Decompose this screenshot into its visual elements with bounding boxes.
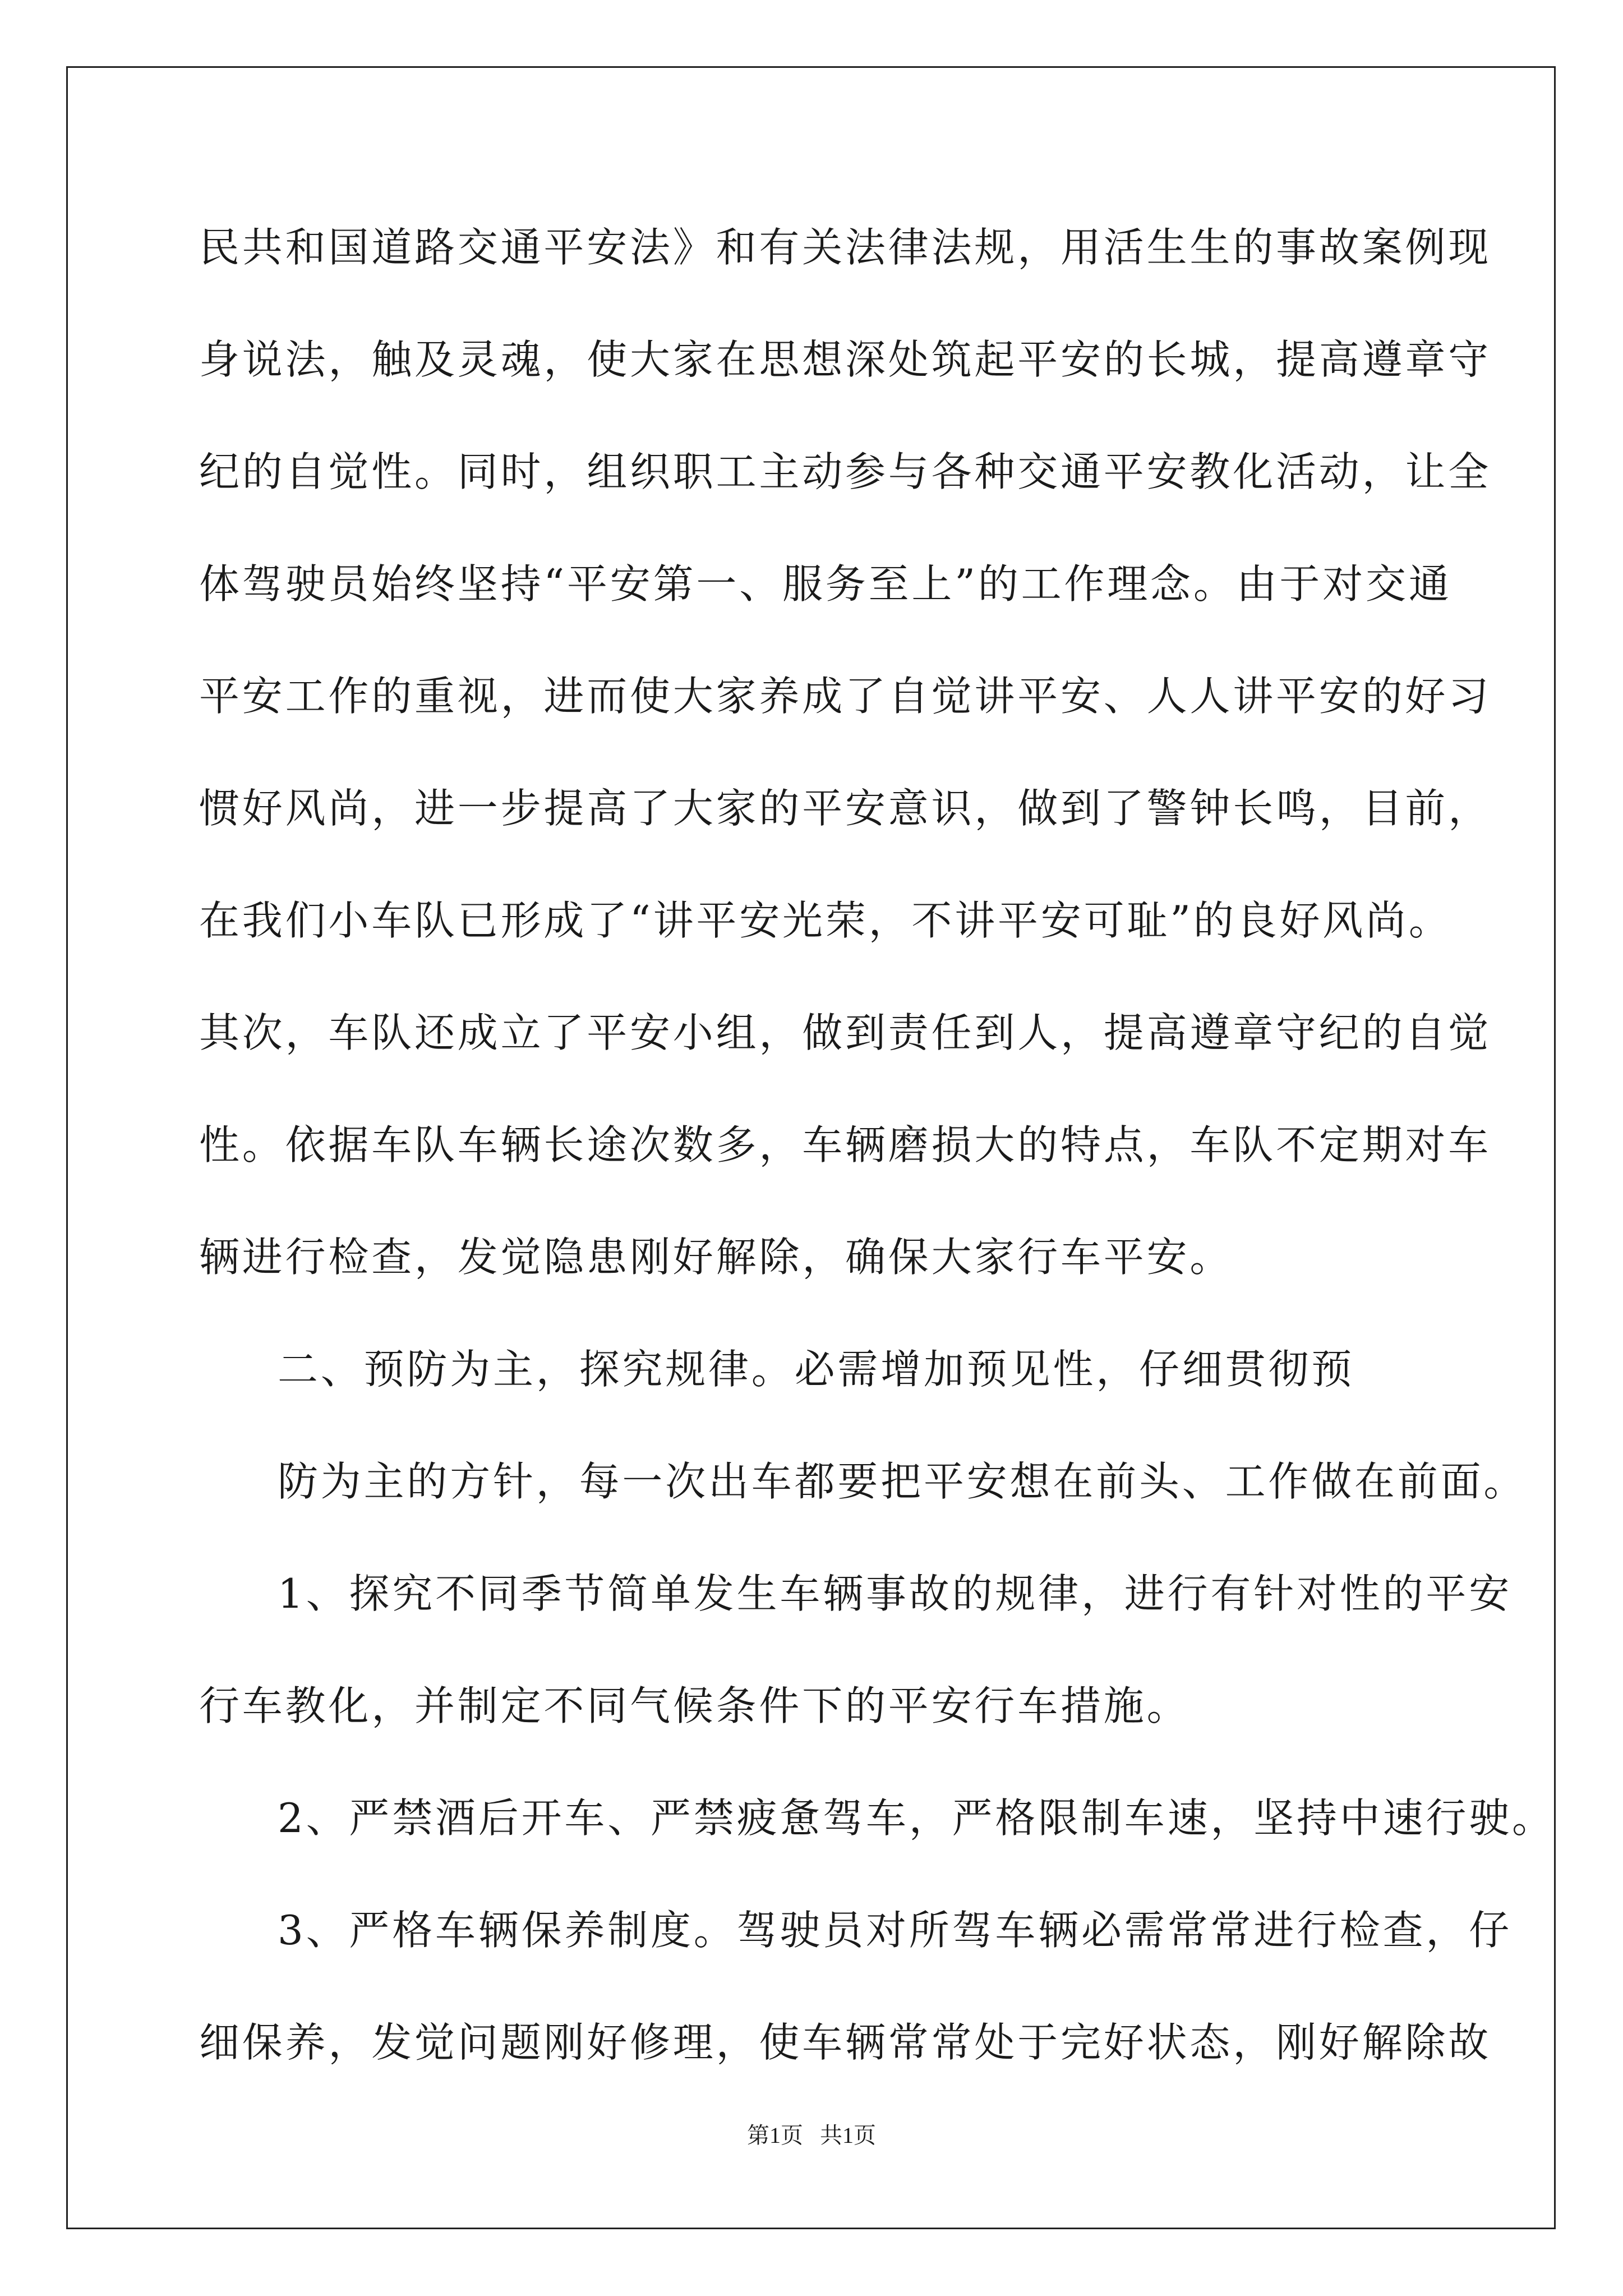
page-number-footer: 第1页 共1页 [747,2123,876,2148]
text-line-17: 细保养，发觉问题刚好修理，使车辆常常处于完好状态，刚好解除故 [199,2019,1492,2066]
text-line-10: 辆进行检查，发觉隐患刚好解除，确保大家行车平安。 [199,1234,1233,1281]
text-line-5: 平安工作的重视，进而使大家养成了自觉讲平安、人人讲平安的好习 [199,673,1492,720]
text-line-13: 1、探究不同季节简单发生车辆事故的规律，进行有针对性的平安 [278,1570,1513,1617]
text-line-11: 二、预防为主，探究规律。必需增加预见性，仔细贯彻预 [278,1346,1355,1393]
text-line-9: 性。依据车队车辆长途次数多，车辆磨损大的特点，车队不定期对车 [199,1121,1492,1168]
text-line-12: 防为主的方针，每一次出车都要把平安想在前头、工作做在前面。 [278,1458,1527,1505]
text-line-6: 惯好风尚，进一步提高了大家的平安意识，做到了警钟长鸣，目前， [199,785,1492,832]
text-line-4: 体驾驶员始终坚持“平安第一、服务至上”的工作理念。由于对交通 [199,560,1452,608]
text-line-2: 身说法，触及灵魂，使大家在思想深处筑起平安的长城，提高遵章守 [199,336,1492,383]
text-line-3: 纪的自觉性。同时，组织职工主动参与各种交通平安教化活动，让全 [199,448,1492,495]
text-line-1: 民共和国道路交通平安法》和有关法律法规，用活生生的事故案例现 [199,224,1492,271]
text-line-15: 2、严禁酒后开车、严禁疲惫驾车，严格限制车速，坚持中速行驶。 [278,1795,1555,1842]
text-line-8: 其次，车队还成立了平安小组，做到责任到人，提高遵章守纪的自觉 [199,1009,1492,1056]
text-line-7: 在我们小车队已形成了“讲平安光荣，不讲平安可耻”的良好风尚。 [199,897,1452,944]
text-line-16: 3、严格车辆保养制度。驾驶员对所驾车辆必需常常进行检查，仔 [278,1907,1513,1954]
text-line-14: 行车教化，并制定不同气候条件下的平安行车措施。 [199,1682,1190,1729]
